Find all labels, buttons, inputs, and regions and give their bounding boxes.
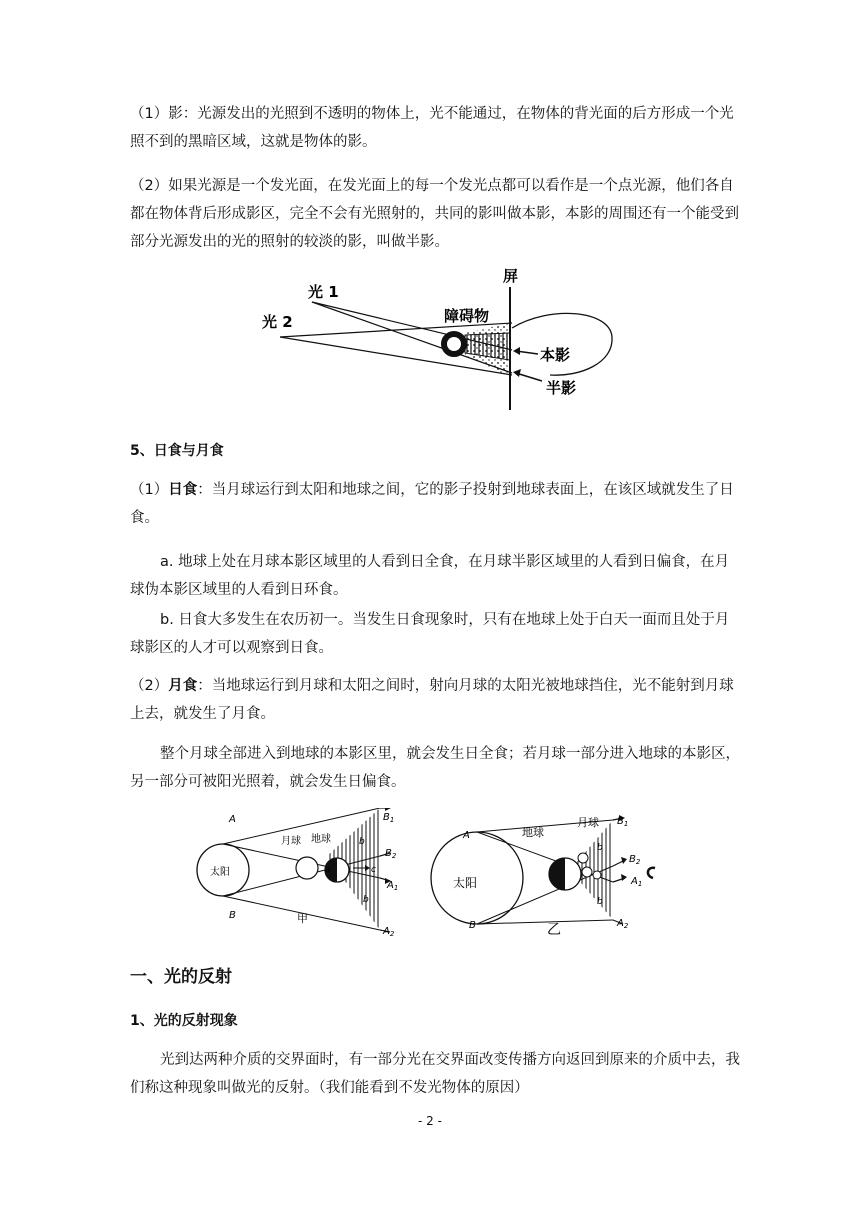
paragraph-solar-b: b. 日食大多发生在农历初一。当发生日食现象时，只有在地球上处于白天一面而且处于月球影区的人才可以观察到日食。 [130, 612, 730, 656]
subheading-reflection-phenomenon: 1、光的反射现象 [130, 1013, 238, 1029]
right-b-bottom: b [597, 897, 603, 907]
left-b-bottom: b [363, 895, 369, 905]
right-sun-label: 太阳 [453, 876, 478, 890]
left-earth-label: 地球 [311, 834, 331, 845]
paragraph-lunar-detail: 整个月球全部进入到地球的本影区里，就会发生日全食；若月球一部分进入地球的本影区，另一部分可被阳光照着，就会发生日偏食。 [130, 746, 740, 790]
left-caption: 甲 [297, 912, 308, 925]
label-screen: 屏 [503, 267, 519, 285]
right-caption: 乙 [547, 922, 561, 938]
right-b-top: b [597, 843, 603, 853]
right-B: B [469, 920, 476, 931]
paragraph-solar-a: a. 地球上处在月球本影区域里的人看到日全食，在月球半影区域里的人看到日偏食，在月球伪本影区域里的人看到日环食。 [130, 554, 730, 598]
label-light-2: 光 2 [262, 313, 293, 331]
right-A1: $A_1$ [631, 876, 643, 888]
left-B1: $B_1$ [383, 812, 395, 824]
right-A2: $A_2$ [617, 918, 629, 930]
label-light-1: 光 1 [308, 283, 339, 301]
moon-left [296, 857, 318, 879]
left-moon-label: 月球 [281, 836, 301, 847]
left-a: a [325, 865, 331, 875]
term-solar-eclipse: 日食 [168, 482, 198, 498]
shadow-figure [250, 265, 640, 415]
heading-eclipse: 5、日食与月食 [130, 443, 224, 459]
right-earth-label: 地球 [522, 826, 544, 839]
right-B1: $B_1$ [617, 816, 629, 828]
label-penumbra: 半影 [546, 379, 577, 397]
page-number: - 2 - [418, 1114, 442, 1128]
eclipse-diagram-right [431, 815, 655, 938]
left-c: c [371, 865, 376, 875]
eclipse-diagram-left [197, 808, 398, 938]
left-A1: $A_1$ [387, 880, 399, 892]
paragraph-lunar-eclipse: （2）月食：当地球运行到月球和太阳之间时，射向月球的太阳光被地球挡住，光不能射到月球上去，就发生了月食。 [130, 678, 734, 722]
left-A2: $A_2$ [383, 926, 395, 938]
heading-reflection: 一、光的反射 [130, 967, 232, 987]
left-sun-label: 太阳 [210, 867, 230, 878]
paragraph-solar-eclipse: （1）日食：当月球运行到太阳和地球之间，它的影子投射到地球表面上，在该区域就发生了日食。 [130, 482, 734, 526]
left-B: B [229, 910, 236, 921]
paragraph-umbra-penumbra: （2）如果光源是一个发光面，在发光面上的每一个发光点都可以看作是一个点光源，他们各自都在物体背后形成影区，完全不会有光照射的，共同的影叫做本影，本影的周围还有一个能受到部分光源发出的光的照射的较淡的影，叫做半影。 [130, 178, 739, 250]
left-A: A [229, 814, 236, 825]
eclipse-figure [185, 808, 685, 940]
paragraph-reflection: 光到达两种介质的交界面时，有一部分光在交界面改变传播方向返回到原来的介质中去，我们称这种现象叫做光的反射。（我们能看到不发光物体的原因） [130, 1052, 740, 1096]
right-B2: $B_2$ [629, 854, 641, 866]
right-moon-label: 月球 [577, 816, 599, 829]
right-A: A [463, 830, 470, 841]
left-b-top: b [359, 837, 365, 847]
label-obstacle: 障碍物 [444, 307, 490, 325]
term-lunar-eclipse: 月食 [168, 678, 198, 694]
left-B2: $B_2$ [385, 848, 397, 860]
label-umbra: 本影 [540, 346, 571, 364]
paragraph-shadow-definition: （1）影：光源发出的光照到不透明的物体上，光不能通过，在物体的背光面的后方形成一个光照不到的黑暗区域，这就是物体的影。 [130, 106, 734, 150]
obstacle-circle [444, 334, 464, 354]
